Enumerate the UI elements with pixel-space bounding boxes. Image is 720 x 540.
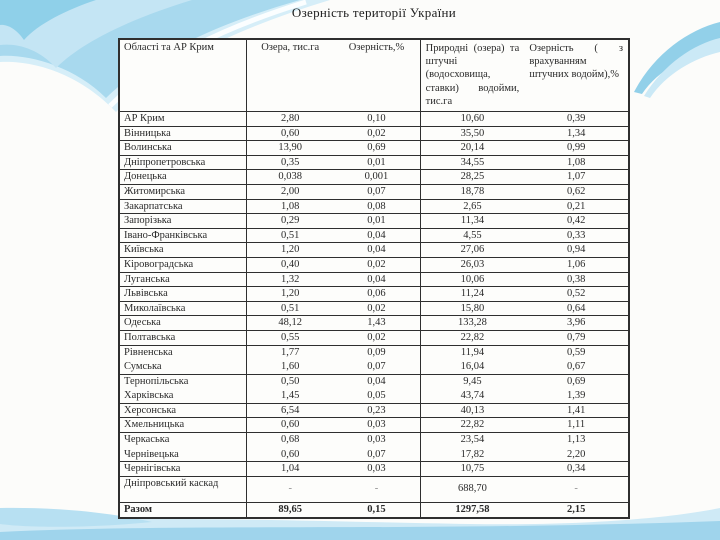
region-cell: Івано-Франківська: [124, 229, 208, 241]
lakes-group: [246, 287, 420, 301]
total-pct-cell: 0,79: [566, 331, 586, 343]
table-row: [120, 503, 628, 517]
table-row: [120, 112, 628, 127]
region-cell: Донецька: [124, 171, 167, 183]
total-pct-cell: 2,20: [566, 448, 586, 460]
total-pct-cell: 1,34: [566, 127, 586, 139]
region-cell: АР Крим: [124, 113, 165, 124]
lakes-area-cell: 1,60: [281, 361, 300, 373]
table-row: [120, 477, 628, 503]
lakes-area-cell: 48,12: [278, 317, 302, 329]
lake-pct-cell: 0,03: [367, 419, 386, 431]
lakes-area-cell: 13,90: [278, 142, 302, 154]
total-area-cell: 10,06: [460, 273, 485, 285]
total-area-cell: 10,60: [460, 113, 485, 124]
total-group: [420, 287, 628, 301]
lake-pct-cell: 0,02: [367, 331, 386, 343]
lakes-area-cell: 1,20: [281, 288, 300, 300]
table-row: [120, 418, 628, 433]
lakes-area-cell: -: [288, 482, 292, 494]
total-pct-cell: 0,62: [566, 185, 586, 197]
table-row: [120, 331, 628, 346]
total-area-cell: 27,06: [460, 244, 485, 256]
lakes-area-cell: 0,51: [281, 302, 300, 314]
total-area-cell: 28,25: [460, 171, 485, 183]
table-row: [120, 273, 628, 288]
total-pct-cell: 0,38: [566, 273, 586, 285]
total-pct-cell: 3,96: [566, 317, 586, 329]
lake-pct-cell: 0,001: [364, 171, 389, 183]
total-group: [420, 477, 628, 502]
region-cell: Хмельницька: [124, 419, 185, 431]
lakes-group: [246, 433, 420, 448]
lakes-group: [246, 156, 420, 170]
table-row: [120, 243, 628, 258]
lakes-group: [246, 418, 420, 432]
total-group: [420, 243, 628, 257]
table-row: [120, 448, 628, 463]
total-area-cell: 40,13: [460, 404, 485, 416]
total-pct-cell: -: [574, 482, 578, 494]
lake-pct-cell: 0,69: [367, 142, 386, 154]
lake-pct-cell: 0,07: [367, 185, 386, 197]
total-group: [420, 375, 628, 390]
total-pct-cell: 0,52: [566, 288, 586, 300]
col-header-lake-pct: Озерність,%: [348, 42, 405, 53]
lakes-group: [246, 375, 420, 390]
region-cell: Дніпропетровська: [124, 156, 206, 168]
total-area-cell: 16,04: [460, 361, 485, 373]
total-area-cell: 34,55: [460, 156, 485, 168]
lakes-group: [246, 243, 420, 257]
table-header-row: [120, 40, 628, 112]
lakes-group: [246, 448, 420, 462]
region-cell: Разом: [124, 503, 153, 515]
table-row: [120, 389, 628, 404]
lakes-group: [246, 229, 420, 243]
region-cell: Одеська: [124, 317, 161, 329]
lakes-table: [118, 38, 630, 519]
lakes-group: [246, 200, 420, 214]
region-cell: Волинська: [124, 142, 172, 154]
col-header-total-area: Природні (озера) та штучні (водосховища, ставки) водойми, тис.га: [425, 43, 520, 107]
region-cell: Черкаська: [124, 434, 170, 446]
lake-pct-cell: 0,23: [367, 404, 386, 416]
table-row: [120, 404, 628, 419]
col-group-lakes: [246, 40, 420, 111]
total-area-cell: 43,74: [460, 390, 485, 402]
table-row: [120, 185, 628, 200]
lakes-area-cell: 0,51: [281, 229, 300, 241]
slide-title: Озерність території України: [291, 5, 457, 20]
lake-pct-cell: 0,02: [367, 302, 386, 314]
total-group: [420, 418, 628, 432]
lake-pct-cell: 0,05: [367, 390, 386, 402]
total-area-cell: 4,55: [463, 229, 482, 241]
col-header-lakes-area: Озера, тис.га: [261, 42, 320, 53]
total-group: [420, 112, 628, 126]
total-pct-cell: 0,69: [566, 375, 586, 387]
region-cell: Закарпатська: [124, 200, 183, 212]
total-pct-cell: 2,15: [566, 503, 586, 515]
region-cell: Житомирська: [124, 185, 186, 197]
total-area-cell: 26,03: [460, 258, 485, 270]
total-pct-cell: 0,94: [566, 244, 586, 256]
lakes-area-cell: 89,65: [278, 503, 302, 515]
table-row: [120, 156, 628, 171]
lake-pct-cell: -: [374, 482, 379, 494]
total-group: [420, 141, 628, 155]
lakes-area-cell: 0,68: [281, 434, 300, 446]
total-group: [420, 448, 628, 462]
total-area-cell: 35,50: [460, 127, 485, 139]
lake-pct-cell: 0,07: [367, 448, 386, 460]
lakes-group: [246, 112, 420, 126]
lakes-area-cell: 1,20: [281, 244, 300, 256]
lake-pct-cell: 0,07: [367, 361, 386, 373]
total-pct-cell: 0,99: [566, 142, 586, 154]
total-pct-cell: 0,64: [566, 302, 586, 314]
region-cell: Херсонська: [124, 404, 177, 416]
total-group: [420, 185, 628, 199]
region-cell: Тернопільська: [124, 375, 189, 387]
region-cell: Чернівецька: [124, 448, 179, 460]
total-area-cell: 22,82: [460, 419, 485, 431]
total-group: [420, 156, 628, 170]
lakes-group: [246, 258, 420, 272]
lake-pct-cell: 1,43: [367, 317, 386, 329]
total-pct-cell: 0,39: [566, 113, 586, 124]
lake-pct-cell: 0,02: [367, 127, 386, 139]
total-group: [420, 127, 628, 141]
table-row: [120, 229, 628, 244]
lakes-area-cell: 0,35: [281, 156, 300, 168]
lake-pct-cell: 0,09: [367, 346, 386, 358]
total-area-cell: 11,94: [460, 346, 485, 358]
lakes-group: [246, 185, 420, 199]
total-area-cell: 17,82: [460, 448, 485, 460]
region-cell: Чернігівська: [124, 463, 181, 475]
lakes-area-cell: 0,55: [281, 331, 300, 343]
total-area-cell: 1297,58: [455, 503, 490, 515]
total-area-cell: 133,28: [458, 317, 487, 329]
table-row: [120, 302, 628, 317]
lake-pct-cell: 0,02: [367, 258, 386, 270]
total-group: [420, 346, 628, 361]
total-area-cell: 9,45: [463, 375, 482, 387]
lakes-area-cell: 1,04: [281, 463, 300, 475]
lake-pct-cell: 0,06: [367, 288, 386, 300]
lake-pct-cell: 0,03: [367, 463, 386, 475]
total-group: [420, 214, 628, 228]
total-area-cell: 15,80: [460, 302, 485, 314]
lakes-group: [246, 141, 420, 155]
lake-pct-cell: 0,15: [367, 503, 386, 515]
total-group: [420, 170, 628, 184]
total-group: [420, 389, 628, 403]
table-row: [120, 360, 628, 375]
region-cell: Сумська: [124, 361, 162, 373]
lakes-group: [246, 316, 420, 330]
region-cell: Дніпровський каскад: [124, 477, 219, 489]
table-row: [120, 141, 628, 156]
total-group: [420, 404, 628, 418]
total-group: [420, 229, 628, 243]
lake-pct-cell: 0,01: [367, 156, 386, 168]
total-area-cell: 22,82: [460, 331, 485, 343]
lakes-area-cell: 0,29: [281, 215, 300, 227]
lakes-group: [246, 346, 420, 361]
lakes-group: [246, 214, 420, 228]
region-cell: Вінницька: [124, 127, 171, 139]
table-row: [120, 375, 628, 390]
total-group: [420, 503, 628, 517]
total-area-cell: 2,65: [463, 200, 482, 212]
total-area-cell: 688,70: [458, 482, 487, 494]
total-pct-cell: 1,13: [566, 434, 586, 446]
total-group: [420, 360, 628, 374]
lake-pct-cell: 0,04: [367, 375, 386, 387]
total-group: [420, 258, 628, 272]
table-row: [120, 433, 628, 448]
lakes-group: [246, 273, 420, 287]
total-group: [420, 331, 628, 345]
col-header-region: Області та АР Крим: [124, 42, 214, 53]
lakes-group: [246, 404, 420, 418]
total-group: [420, 462, 628, 476]
lakes-group: [246, 360, 420, 374]
total-area-cell: 10,75: [460, 463, 485, 475]
total-pct-cell: 0,67: [566, 361, 586, 373]
lakes-area-cell: 0,60: [281, 127, 300, 139]
total-pct-cell: 0,42: [566, 215, 586, 227]
lakes-group: [246, 503, 420, 517]
lakes-area-cell: 0,60: [281, 419, 300, 431]
region-cell: Миколаївська: [124, 302, 186, 314]
lakes-group: [246, 389, 420, 403]
lakes-area-cell: 1,45: [281, 390, 300, 402]
total-group: [420, 200, 628, 214]
lakes-group: [246, 170, 420, 184]
region-cell: Київська: [124, 244, 164, 256]
lake-pct-cell: 0,04: [367, 244, 386, 256]
lakes-area-cell: 0,038: [278, 171, 302, 183]
total-pct-cell: 1,41: [566, 404, 586, 416]
total-area-cell: 18,78: [460, 185, 485, 197]
region-cell: Рівненська: [124, 346, 173, 358]
total-group: [420, 273, 628, 287]
col-header-total-pct: Озерність ( з врахуванням штучних водойм),%: [529, 43, 623, 81]
region-cell: Полтавська: [124, 331, 176, 343]
lake-pct-cell: 0,01: [367, 215, 386, 227]
region-cell: Кіровоградська: [124, 258, 194, 270]
lakes-area-cell: 0,50: [281, 375, 300, 387]
lakes-area-cell: 0,40: [281, 258, 300, 270]
table-row: [120, 127, 628, 142]
table-row: [120, 346, 628, 361]
total-group: [420, 302, 628, 316]
table-row: [120, 170, 628, 185]
lakes-group: [246, 462, 420, 476]
total-pct-cell: 0,34: [566, 463, 586, 475]
lakes-area-cell: 2,00: [281, 185, 300, 197]
total-area-cell: 11,34: [460, 215, 485, 227]
col-group-total: [420, 40, 628, 111]
total-area-cell: 11,24: [460, 288, 485, 300]
lakes-group: [246, 331, 420, 345]
table-row: [120, 462, 628, 477]
lakes-area-cell: 1,32: [281, 273, 300, 285]
table-row: [120, 214, 628, 229]
lakes-area-cell: 1,77: [281, 346, 300, 358]
total-pct-cell: 1,11: [567, 419, 586, 431]
lake-pct-cell: 0,03: [367, 434, 386, 446]
table-row: [120, 287, 628, 302]
total-group: [420, 316, 628, 330]
lakes-area-cell: 0,60: [281, 448, 300, 460]
table-body: [120, 112, 628, 517]
total-pct-cell: 1,08: [566, 156, 586, 168]
region-cell: Запорізька: [124, 215, 172, 227]
lakes-area-cell: 1,08: [281, 200, 300, 212]
table-row: [120, 200, 628, 215]
lakes-area-cell: 2,80: [281, 113, 300, 124]
total-pct-cell: 1,39: [566, 390, 586, 402]
lakes-group: [246, 302, 420, 316]
lake-pct-cell: 0,04: [367, 229, 386, 241]
region-cell: Харківська: [124, 390, 174, 402]
region-cell: Львівська: [124, 288, 168, 300]
table-row: [120, 258, 628, 273]
total-pct-cell: 1,07: [566, 171, 586, 183]
total-group: [420, 433, 628, 448]
total-area-cell: 20,14: [460, 142, 485, 154]
total-pct-cell: 0,59: [566, 346, 586, 358]
total-pct-cell: 0,33: [566, 229, 586, 241]
total-area-cell: 23,54: [460, 434, 485, 446]
lakes-group: [246, 127, 420, 141]
total-pct-cell: 1,06: [566, 258, 586, 270]
lake-pct-cell: 0,04: [367, 273, 386, 285]
lake-pct-cell: 0,10: [367, 113, 386, 124]
lake-pct-cell: 0,08: [367, 200, 386, 212]
total-pct-cell: 0,21: [566, 200, 586, 212]
table-row: [120, 316, 628, 331]
region-cell: Луганська: [124, 273, 170, 285]
lakes-group: [246, 477, 420, 502]
lakes-area-cell: 6,54: [281, 404, 300, 416]
